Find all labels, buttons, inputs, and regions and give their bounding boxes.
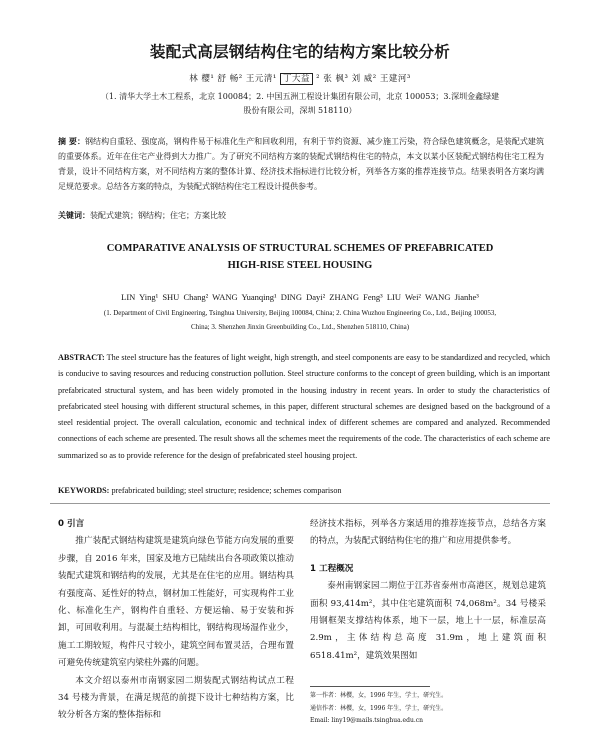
authors-cn-part2: ² 张 枫³ 刘 威² 王建河³ — [316, 74, 411, 84]
authors-cn-part1: 林 樱¹ 舒 畅² 王元清¹ — [189, 74, 277, 84]
affiliation-cn-line1: （1. 清华大学土木工程系，北京 100084；2. 中国五洲工程设计集团有限公司，北京 100053；3.深圳金鑫绿建 — [100, 92, 500, 101]
author-list-cn — [0, 72, 600, 84]
body-column-right — [310, 516, 546, 665]
abstract-en — [58, 350, 550, 464]
abstract-cn-text: 钢结构自重轻、强度高，钢构件易于标准化生产和回收利用，有利于节约资源、减少施工污染，符合绿色建筑概念，是装配式建筑的重要体系。近年在住宅产业得到大力推广。为了研究不同结构方案的装配式钢结构住宅的特点，本文以某小区装配式钢结构住宅工程为背景，设计不同结构方案，对不同结构方案的整体计算、经济技术指标进行比较分析，列举各方案的推荐连接节点。结果表明各方案均满足规范要求。总结各方案的特点，为装配式钢结构住宅工程设计提供参考。 — [58, 137, 544, 191]
section-0-paragraph-2-cont: 经济技术指标，列举各方案适用的推荐连接节点，总结各方案的特点，为装配式钢结构住宅的推广和应用提供参考。 — [310, 519, 546, 547]
abstract-en-label: ABSTRACT: — [58, 353, 105, 362]
footnote-email: Email: liny19@mails.tsinghua.edu.cn — [310, 717, 423, 724]
keywords-en-label: KEYWORDS: — [58, 486, 110, 495]
abstract-cn-label: 摘 要： — [58, 136, 85, 146]
footnote-line-1: 第一作者：林樱，女，1996 年生，学士，研究生。 — [310, 692, 448, 699]
abstract-cn — [58, 134, 544, 194]
keywords-cn-text: 装配式建筑；钢结构；住宅；方案比较 — [90, 211, 226, 220]
affiliation-en-line1: (1. Department of Civil Engineering, Tsinghua University, Beijing 100084, China; 2. China Wuzhou Engineering Co., Ltd., Beijing 100053, — [103, 309, 497, 317]
abstract-en-text: The steel structure has the features of light weight, high strength, and steel components are easy to be standardized and recycled, which is conducive to saving resources and reducing construction pollution. Steel structure conforms to the concept of green building, which is an important prefabricated structural system, and has been widely promoted in the housing industry in recent years. In order to study the characteristics of prefabricated steel housing with different structural schemes, in this paper, different structural schemes are designed based on the background of a steel residential project. The overall calculation, economic and technical index of different schemes are compared and analyzed. Recommended connections of each scheme are presented. The result shows all the schemes meet the requirements of the code. The characteristics of each scheme are summarized so as to provide reference for the design of prefabricated steel housing project. — [58, 353, 550, 460]
keywords-en — [58, 486, 342, 495]
paper-title-cn: 装配式高层钢结构住宅的结构方案比较分析 — [149, 43, 451, 61]
affiliation-en — [0, 306, 600, 334]
section-0-paragraph-1: 推广装配式钢结构建筑是建筑向绿色节能方向发展的重要步骤，自 2016 年来，国家及地方已陆续出台各项政策以推动装配式建筑和钢结构的发展，尤其是在住宅的应用。钢结构具有强度高、延性好的特点，钢材加工性能好，可实现构件工业化、标准化生产，钢构件自重轻、方便运输、易于安装和拆卸，可回收利用。与混凝土结构相比，钢结构现场湿作业少，施工工期较短，构件尺寸较小，建筑空间布置灵活，合理布置可避免传统建筑室内梁柱外露的问题。 — [58, 536, 294, 669]
author-list-en: LIN Ying¹ SHU Chang² WANG Yuanqing¹ DING Dayi² ZHANG Feng³ LIU Wei² WANG Jianhe³ — [121, 292, 479, 302]
keywords-cn — [58, 210, 226, 221]
title-en-line1: COMPARATIVE ANALYSIS OF STRUCTURAL SCHEMES OF PREFABRICATED — [106, 243, 494, 254]
affiliation-cn-line2: 股份有限公司，深圳 518110） — [243, 106, 357, 115]
section-1-heading: 1 工程概况 — [310, 563, 354, 574]
body-column-left — [58, 516, 294, 725]
keywords-en-text: prefabricated building; steel structure; residence; schemes comparison — [111, 486, 342, 495]
footnote — [310, 690, 550, 728]
authors-cn-boxed: 丁大益 — [280, 73, 313, 85]
paper-title-en — [0, 240, 600, 274]
footnote-rule — [310, 686, 430, 687]
section-1-paragraph-1: 泰州南钢家园二期位于江苏省泰州市高港区，规划总建筑面积 93,414m²，其中住宅建筑面积 74,068m²。34 号楼采用钢框架支撑结构体系，地下一层，地上十一层，标准层高 2.9m，主体结构总高度 31.9m，地上建筑面积 6518.41m²，建筑效果图如 — [310, 581, 546, 661]
section-gap — [310, 551, 546, 561]
section-0-paragraph-2: 本文介绍以泰州市南钢家园二期装配式钢结构试点工程 34 号楼为背景，在满足规范的前提下设计七种结构方案，比较分析各方案的整体指标和 — [58, 675, 294, 721]
section-divider — [50, 503, 550, 504]
affiliation-cn — [0, 90, 600, 118]
footnote-line-2: 通信作者：林樱，女，1996 年生，学士，研究生。 — [310, 704, 448, 712]
keywords-cn-label: 关键词： — [58, 210, 90, 220]
section-0-heading: 0 引言 — [58, 519, 85, 529]
affiliation-en-line2: China; 3. Shenzhen Jinxin Greenbuilding Co., Ltd., Shenzhen 518110, China) — [190, 323, 410, 331]
title-en-line2: HIGH-RISE STEEL HOUSING — [227, 260, 373, 271]
